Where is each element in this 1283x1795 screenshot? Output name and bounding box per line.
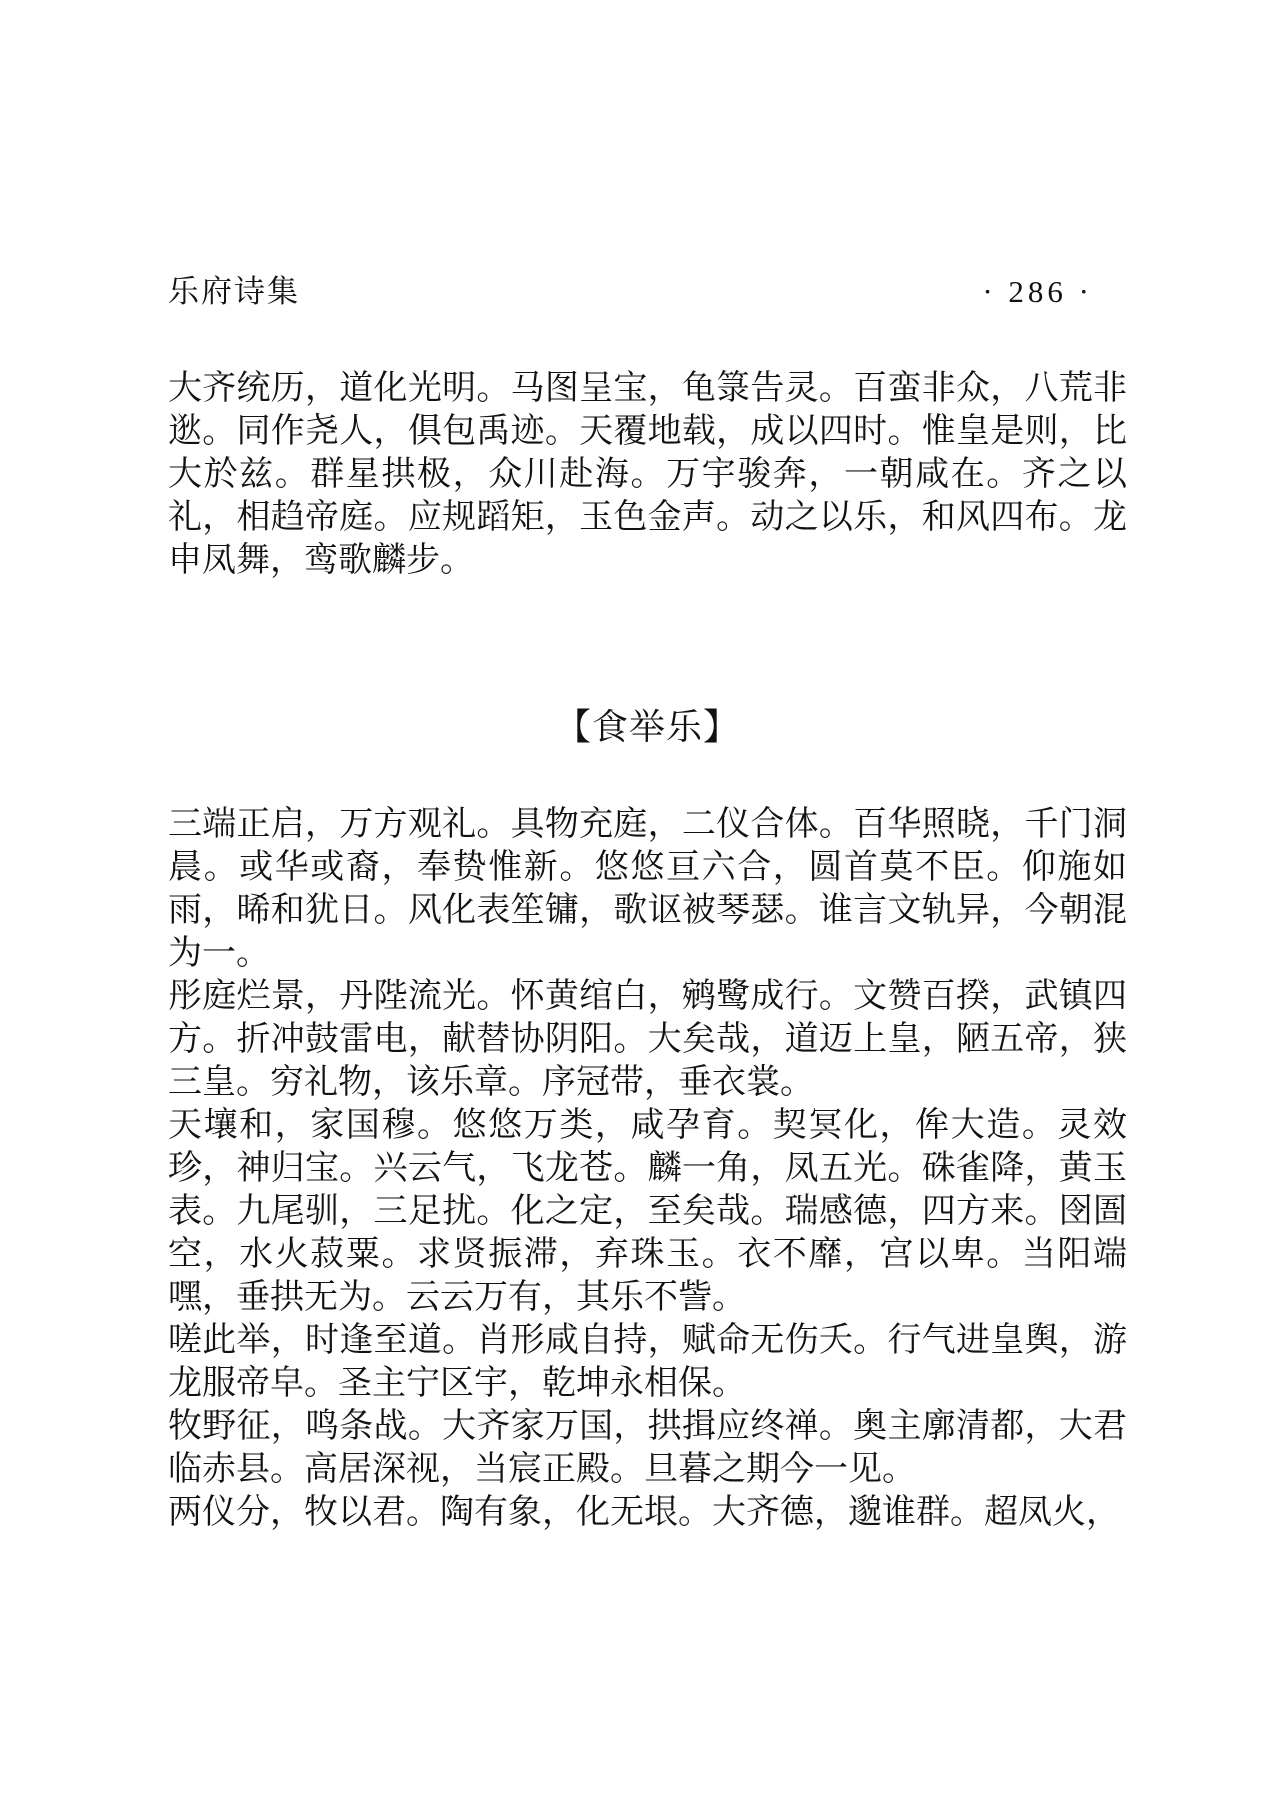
- stanza-4: 嗟此举，时逢至道。肖形咸自持，赋命无伤夭。行气进皇舆，游龙服帝皁。圣主宁区宇，乾坤永相保。: [168, 1322, 1127, 1402]
- stanza-1: 三端正启，万方观礼。具物充庭，二仪合体。百华照晓，千门洞晨。或华或裔，奉贽惟新。悠悠亘六合，圆首莫不臣。仰施如雨，晞和犹日。风化表笙镛，歌讴被琴瑟。谁言文轨异，今朝混为一。: [168, 806, 1127, 972]
- page-body: [168, 367, 1127, 1534]
- section-title: 【食举乐】: [554, 707, 740, 747]
- running-header: [168, 270, 1127, 313]
- book-title: 乐府诗集: [168, 274, 300, 309]
- stanza-group: [168, 803, 1127, 1534]
- stanza-3: 天壤和，家国穆。悠悠万类，咸孕育。契冥化，侔大造。灵效珍，神归宝。兴云气，飞龙苍。麟一角，凤五光。硃雀降，黄玉表。九尾驯，三足扰。化之定，至矣哉。瑞感德，四方来。囹圄空，水火菽粟。求贤振滞，弃珠玉。衣不靡，宫以卑。当阳端嘿，垂拱无为。云云万有，其乐不訾。: [168, 1107, 1127, 1316]
- opening-paragraph: 大齐统历，道化光明。马图呈宝，龟箓告灵。百蛮非众，八荒非逖。同作尧人，俱包禹迹。天覆地载，成以四时。惟皇是则，比大於兹。群星拱极，众川赴海。万宇骏奔，一朝咸在。齐之以礼，相趋帝庭。应规蹈矩，玉色金声。动之以乐，和风四布。龙申凤舞，鸾歌麟步。: [168, 370, 1127, 579]
- stanza-5: 牧野征，鸣条战。大齐家万国，拱揖应终禅。奥主廓清都，大君临赤县。高居深视，当宸正殿。旦暮之期今一见。: [168, 1408, 1127, 1488]
- page-number: · 286 ·: [982, 274, 1093, 309]
- stanza-2: 彤庭烂景，丹陛流光。怀黄绾白，鹓鹭成行。文赞百揆，武镇四方。折冲鼓雷电，献替协阴阳。大矣哉，道迈上皇，陋五帝，狭三皇。穷礼物，该乐章。序冠带，垂衣裳。: [168, 978, 1127, 1101]
- stanza-6: 两仪分，牧以君。陶有象，化无垠。大齐德，邈谁群。超凤火，: [168, 1494, 1120, 1531]
